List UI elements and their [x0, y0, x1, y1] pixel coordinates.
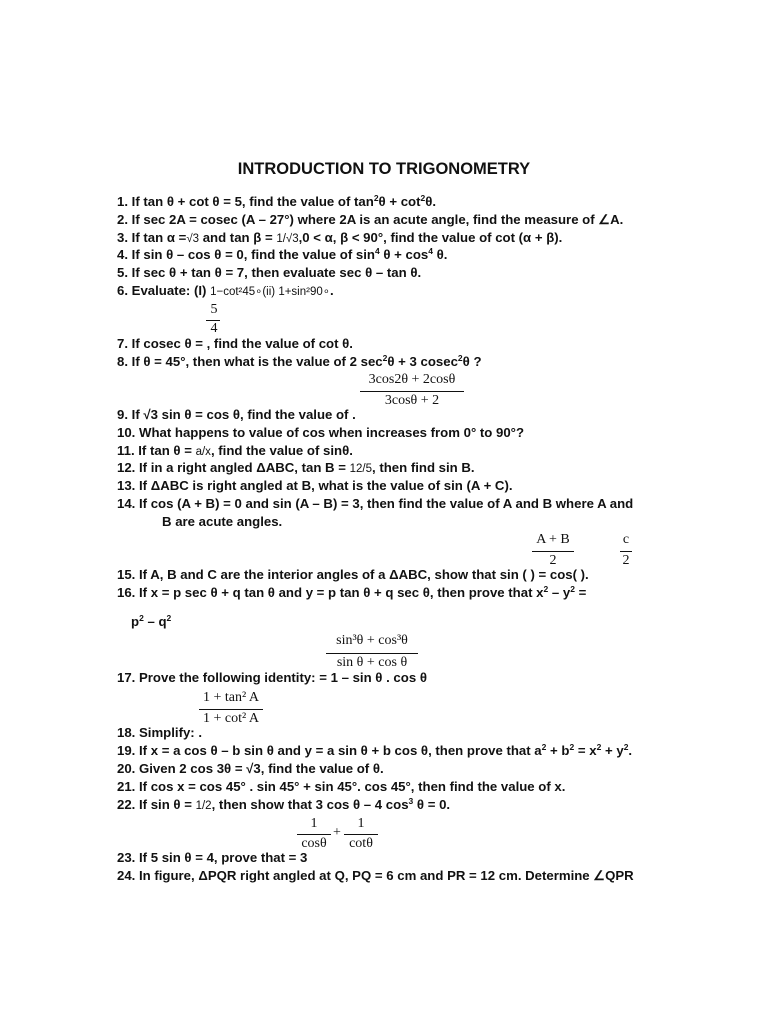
question-4 [117, 247, 447, 262]
q11-math: a/x [195, 446, 211, 458]
q19-text: + b [546, 743, 570, 758]
q16-sup: 2 [139, 613, 144, 623]
question-5: 5. If sec θ + tan θ = 7, then evaluate sec θ – tan θ. [117, 265, 422, 280]
question-3 [117, 230, 562, 245]
q4-text: θ + cos [379, 247, 429, 262]
q1-text: θ + cot [378, 194, 421, 209]
q19-sup: 2 [569, 742, 575, 752]
q23-fraction-1-bar [297, 834, 331, 835]
question-7: 7. If cosec θ = , find the value of cot θ. [117, 336, 353, 351]
q18-fraction-bar [199, 709, 263, 710]
q16-text: – q [143, 614, 167, 629]
q9-fraction-denominator: 3cosθ + 2 [384, 393, 440, 408]
q3-text: and tan β = [199, 230, 277, 245]
q18-fraction-denominator: 1 + cot² A [202, 711, 260, 726]
q16-text: = [574, 585, 587, 600]
q15-fraction-2-numerator: c [622, 532, 630, 547]
question-2: 2. If sec 2A = cosec (A – 27°) where 2A is an acute angle, find the measure of ∠A. [117, 212, 624, 227]
question-14: 14. If cos (A + B) = 0 and sin (A – B) = 3, then find the value of A and B where A and [117, 496, 634, 511]
q15-fraction-1-numerator: A + B [536, 532, 570, 547]
q16-sup: 2 [166, 613, 172, 623]
question-19 [117, 743, 632, 758]
q23-fraction-1-numerator: 1 [310, 816, 318, 831]
q23-fraction-2-numerator: 1 [357, 816, 365, 831]
q19-sup: 2 [596, 742, 602, 752]
q15-fraction-2-bar [620, 551, 632, 552]
question-23: 23. If 5 sin θ = 4, prove that = 3 [117, 850, 308, 865]
question-16 [117, 585, 586, 600]
q9-fraction-bar [360, 391, 464, 392]
q3-text: ,0 < α, β < 90°, find the value of cot (α + β). [298, 230, 563, 245]
q4-text: 4. If sin θ – cos θ = 0, find the value of sin [117, 247, 375, 262]
q16-sup: 2 [543, 584, 549, 594]
q3-math: √3 [186, 233, 200, 245]
question-12 [117, 460, 475, 475]
q19-text: . [628, 743, 633, 758]
q17-fraction-denominator: sin θ + cos θ [336, 655, 408, 670]
question-17: 17. Prove the following identity: = 1 – sin θ . cos θ [117, 670, 427, 685]
q16-text: p [131, 614, 140, 629]
q17-fraction-bar [326, 653, 418, 654]
q15-fraction-1-bar [532, 551, 574, 552]
q11-text: 11. If tan θ = [117, 443, 196, 458]
q12-text: 12. If in a right angled ΔABC, tan B = [117, 460, 350, 475]
question-18: 18. Simplify: . [117, 725, 203, 740]
q1-sup: 2 [373, 193, 379, 203]
q4-text: θ. [432, 247, 448, 262]
q8-sup: 2 [382, 353, 388, 363]
q4-sup: 4 [374, 246, 380, 256]
question-6 [117, 283, 334, 298]
question-20: 20. Given 2 cos 3θ = √3, find the value of θ. [117, 761, 384, 776]
page-title: INTRODUCTION TO TRIGONOMETRY [237, 160, 531, 178]
q23-fraction-1-denominator: cosθ [301, 836, 327, 851]
question-10: 10. What happens to value of cos when increases from 0° to 90°? [117, 425, 525, 440]
q11-text: , find the value of sinθ. [210, 443, 353, 458]
q1-text: θ. [425, 194, 437, 209]
q19-sup: 2 [623, 742, 629, 752]
q19-text: 19. If x = a cos θ – b sin θ and y = a sin θ + b cos θ, then prove that a [117, 743, 542, 758]
q22-math: 1/2 [195, 800, 212, 812]
q16-text: 16. If x = p sec θ + q tan θ and y = p tan θ + q sec θ, then prove that x [117, 585, 544, 600]
q16-sup: 2 [570, 584, 575, 594]
q1-sup: 2 [420, 193, 426, 203]
question-8 [117, 354, 482, 369]
q4-sup: 4 [428, 246, 433, 256]
q7-fraction-numerator: 5 [210, 302, 218, 317]
q22-sup: 3 [408, 796, 414, 806]
q3-text: 3. If tan α = [117, 230, 187, 245]
question-22 [117, 797, 450, 812]
question-13: 13. If ΔABC is right angled at B, what is the value of sin (A + C). [117, 478, 513, 493]
question-15: 15. If A, B and C are the interior angles of a ΔABC, show that sin ( ) = cos( ). [117, 567, 589, 582]
q8-text: 8. If θ = 45°, then what is the value of 2 sec [117, 354, 383, 369]
q9-fraction-numerator: 3cos2θ + 2cosθ [368, 372, 456, 387]
question-21: 21. If cos x = cos 45° . sin 45° + sin 45°. cos 45°, then find the value of x. [117, 779, 566, 794]
q8-text: θ ? [462, 354, 482, 369]
q23-fraction-2-bar [344, 834, 378, 835]
q8-sup: 2 [457, 353, 463, 363]
q22-text: 22. If sin θ = [117, 797, 196, 812]
q7-fraction-denominator: 4 [210, 321, 218, 336]
q23-plus-sign: + [333, 825, 341, 840]
question-9: 9. If √3 sin θ = cos θ, find the value of . [117, 407, 356, 422]
q6-math: 1−cot²45∘(ii) 1+sin²90∘ [210, 286, 330, 298]
q8-text: θ + 3 cosec [387, 354, 458, 369]
q22-text: , then show that 3 cos θ – 4 cos [211, 797, 409, 812]
q23-fraction-2-denominator: cotθ [349, 836, 373, 851]
q6-text: . [329, 283, 334, 298]
q15-fraction-1-denominator: 2 [549, 553, 557, 568]
q16-text: – y [548, 585, 571, 600]
q1-text: 1. If tan θ + cot θ = 5, find the value of tan [117, 194, 374, 209]
question-14-continued: B are acute angles. [162, 514, 283, 529]
q19-sup: 2 [541, 742, 547, 752]
q17-fraction-numerator: sin³θ + cos³θ [336, 633, 408, 648]
q6-text: 6. Evaluate: (I) [117, 283, 211, 298]
q19-text: + y [601, 743, 624, 758]
q19-text: = x [574, 743, 597, 758]
q15-fraction-2-denominator: 2 [622, 553, 630, 568]
q22-text: θ = 0. [413, 797, 451, 812]
q12-text: , then find sin B. [372, 460, 475, 475]
q12-math: 12/5 [349, 463, 372, 475]
question-24: 24. In figure, ΔPQR right angled at Q, PQ = 6 cm and PR = 12 cm. Determine ∠QPR [117, 868, 634, 883]
q18-fraction-numerator: 1 + tan² A [202, 690, 260, 705]
q3-math: 1/√3 [276, 233, 299, 245]
question-1 [117, 194, 436, 209]
question-16-continued [131, 614, 171, 629]
question-11 [117, 443, 353, 458]
